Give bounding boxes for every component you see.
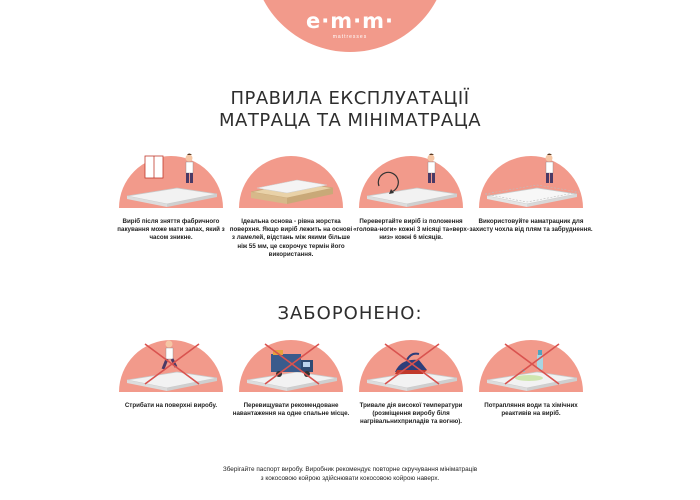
iron-heat-icon: [357, 336, 465, 392]
forbidden-card-2: [232, 336, 350, 418]
flip-mattress-icon: [357, 152, 465, 208]
forbidden-text-3: Тривале дія високої температури (розміщення виробу біля нагрівальнихприладів та вогню).: [359, 402, 463, 426]
water-chemicals-icon: [477, 336, 585, 392]
brand-logo: e·m·m·: [306, 9, 394, 33]
rule-text-2: Ідеальна основа - рівна жорстка поверхня. Якщо виріб лежить на основі з ламелей, відстань між якими більше ніж 55 мм, це скорочує термін його використання.: [229, 218, 353, 258]
footer-note-line-2: з кокосовою койрою здійснювати кокосовою койрою наверх.: [260, 475, 440, 482]
page-title-line-1: ПРАВИЛА ЕКСПЛУАТАЦІЇ: [230, 88, 470, 109]
rule-text-3: Перевертайте виріб із положення «голова-ноги» кожні 3 місяці та«верх-низ» кожні 6 місяців.: [353, 218, 469, 242]
forbidden-card-1: [117, 336, 225, 409]
rule-text-4: Використовуйте наматрацник для захисту чохла від плям та забруднення.: [469, 218, 593, 234]
footer-note-line-1: Зберігайте паспорт виробу. Виробник рекомендує повторне скручування мініматраців: [222, 466, 478, 473]
forbidden-text-4: Потрапляння води та хімічних реактивів на виріб.: [484, 402, 578, 418]
overload-truck-icon: [237, 336, 345, 392]
brand-subtitle: mattresses: [332, 34, 368, 40]
forbidden-card-4: [477, 336, 585, 418]
rule-text-1: Виріб після зняття фабричного пакування може мати запах, який з часом зникне.: [117, 218, 225, 242]
brand-logo-tab: [252, 0, 448, 52]
rule-card-3: [353, 152, 469, 242]
page-title-line-2: МАТРАЦА ТА МІНІМАТРАЦА: [218, 110, 482, 131]
rule-card-2: [229, 152, 353, 258]
unpacking-mattress-icon: [117, 152, 225, 208]
mattress-protector-icon: [477, 152, 585, 208]
rule-card-4: [469, 152, 593, 234]
forbidden-card-3: [357, 336, 465, 426]
forbidden-title: ЗАБОРОНЕНО:: [277, 303, 423, 324]
forbidden-text-1: Стрибати на поверхні виробу.: [124, 402, 218, 409]
jumping-icon: [117, 336, 225, 392]
mattress-base-icon: [237, 152, 345, 208]
rule-card-1: [117, 152, 225, 242]
forbidden-text-2: Перевищувати рекомендоване навантаження на одне спальне місце.: [232, 402, 350, 418]
